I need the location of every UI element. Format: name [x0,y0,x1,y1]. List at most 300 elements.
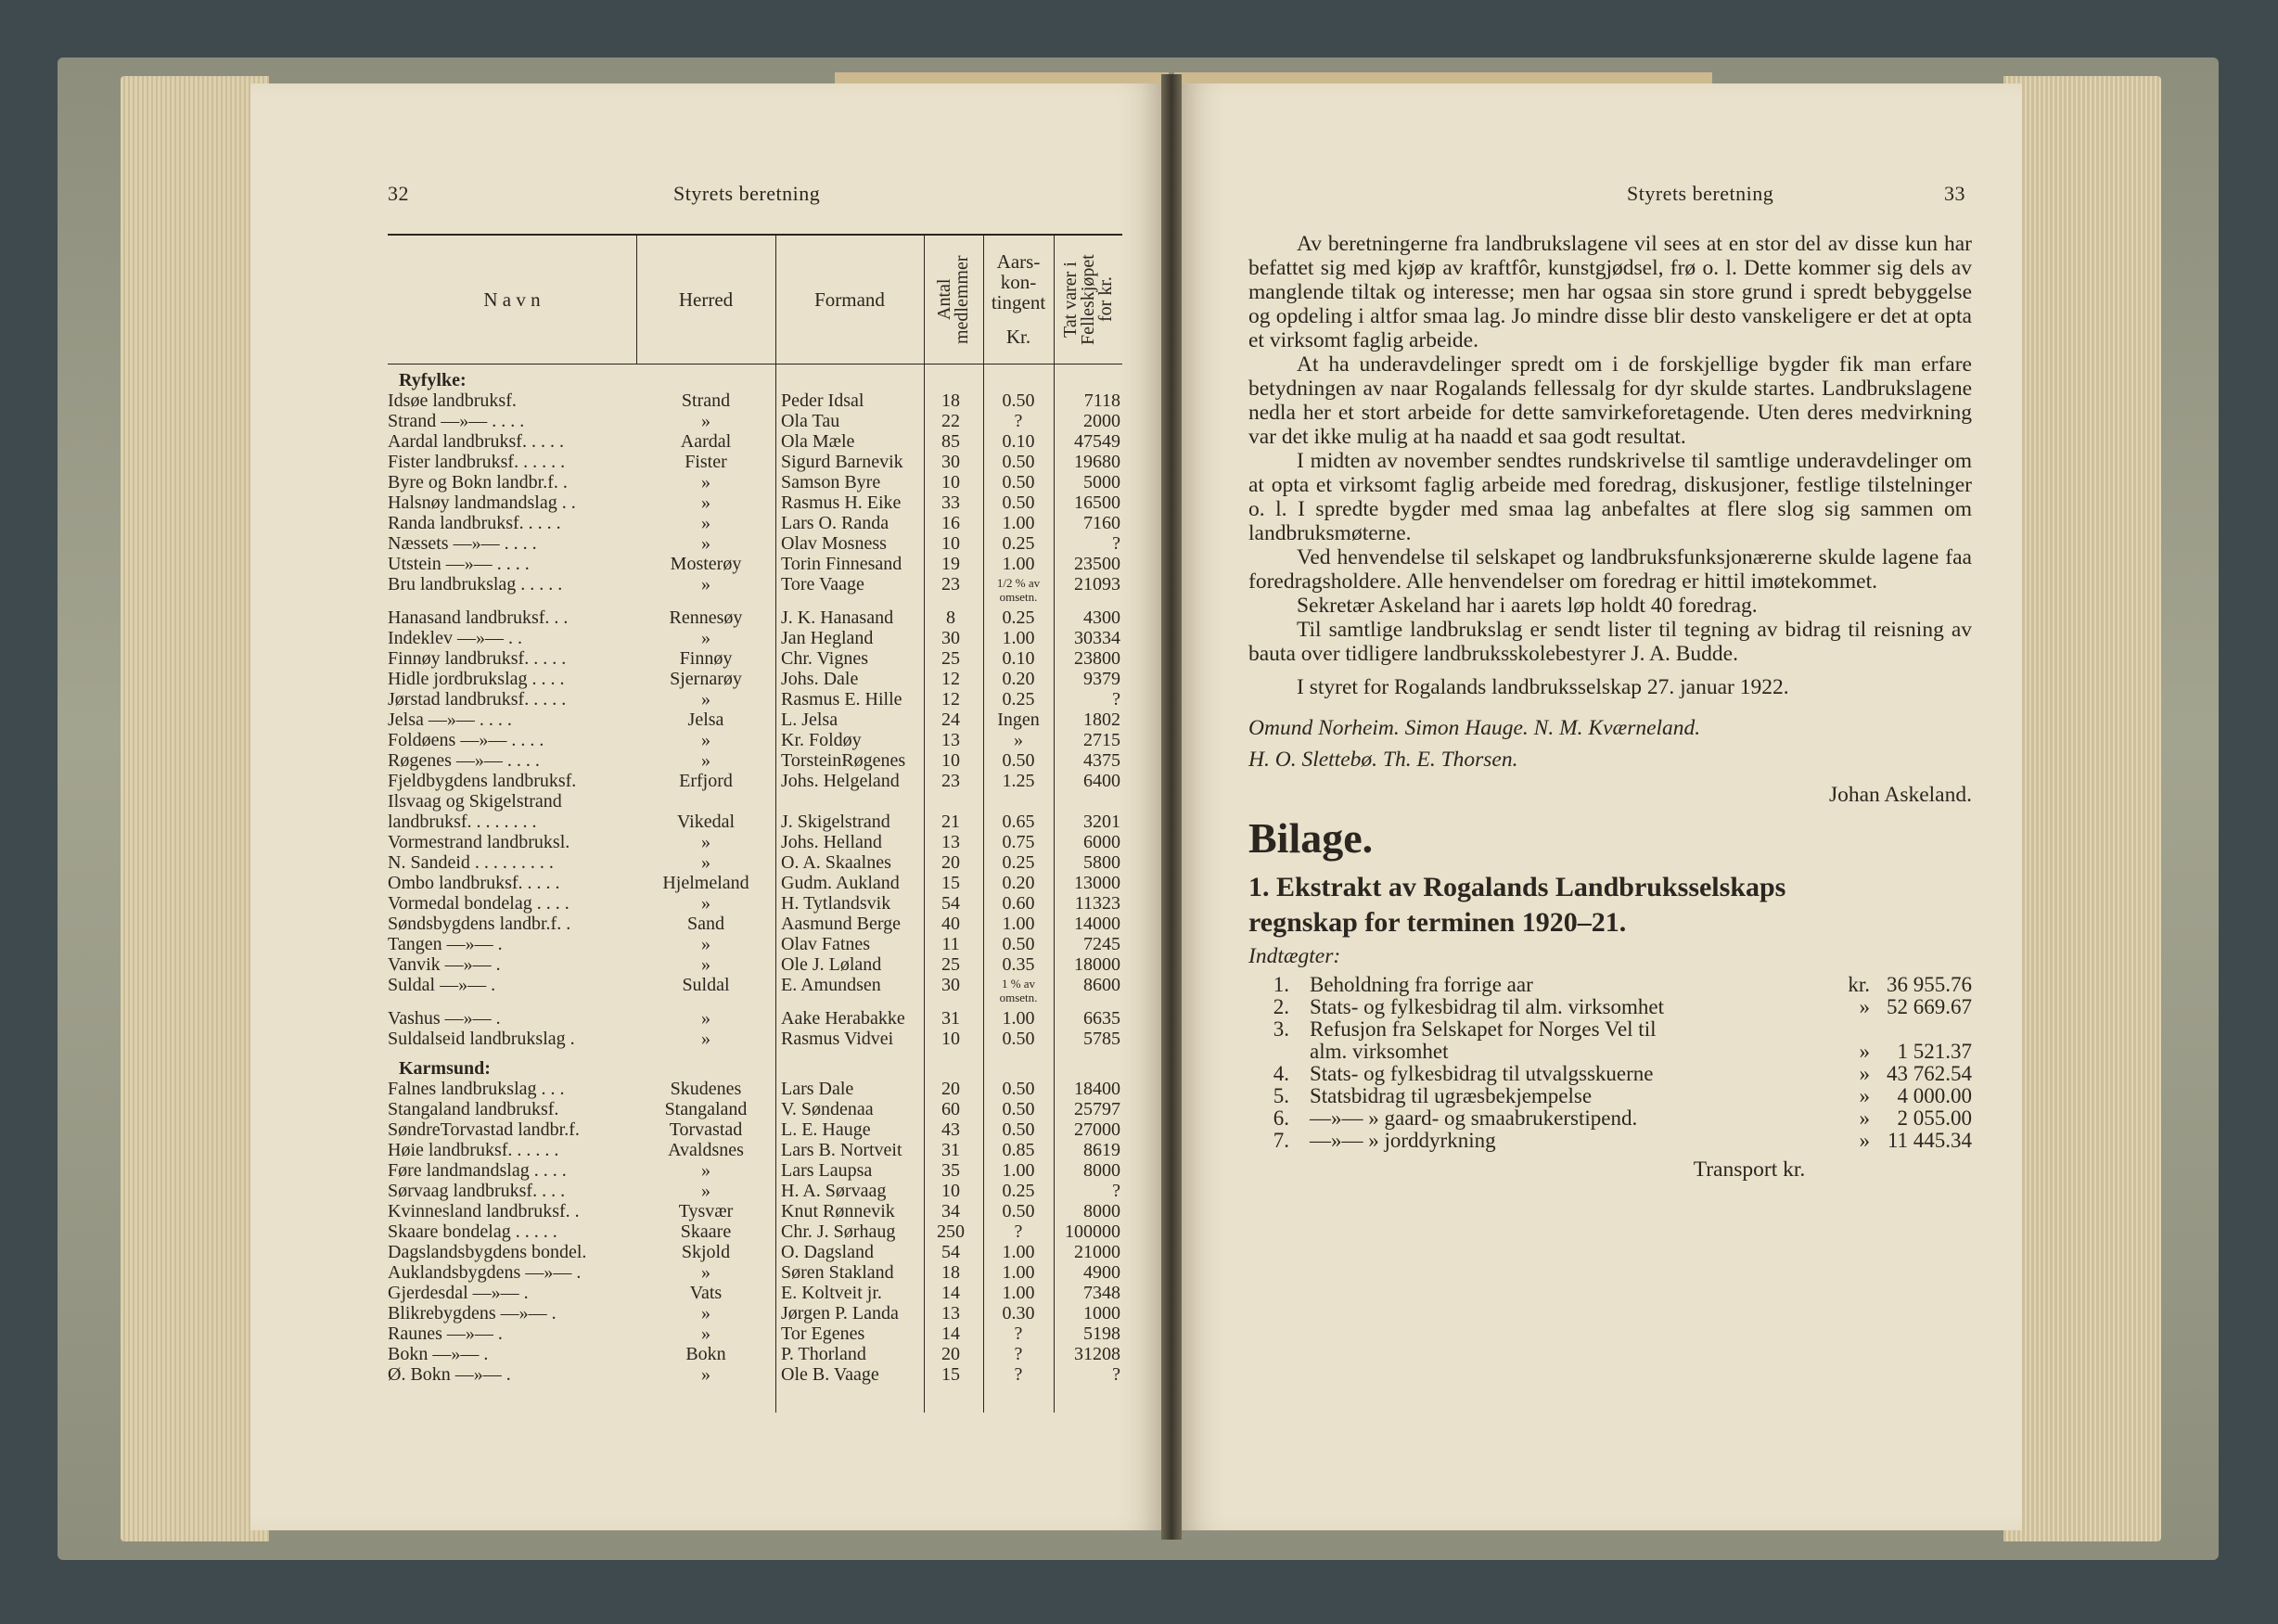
cell-herred: Aardal [680,431,732,452]
cell-tat: 5000 [1083,472,1120,492]
cell-herred: » [701,832,710,852]
cell-navn: Hidle jordbrukslag . . . . [388,669,565,689]
cell-navn: Tangen —»— . [388,934,503,954]
cell-tat: ? [1112,1181,1120,1201]
cell-navn: Søndsbygdens landbr.f. . [388,914,571,934]
table-row [388,689,1122,710]
cell-tat: 11323 [1074,893,1120,914]
table-row [388,452,1122,472]
cell-herred: » [701,628,710,648]
cell-herred: » [701,1008,710,1029]
cell-herred: Suldal [682,975,730,995]
cell-tat: 18400 [1074,1079,1120,1099]
cell-formand: Rasmus Vidvei [781,1029,894,1049]
table-row [388,873,1122,893]
paragraph: Sekretær Askeland har i aarets løp holdt 40 foredrag. [1297,594,1758,618]
cell-formand: Ola Tau [781,411,840,431]
cell-formand: E. Koltveit jr. [781,1283,882,1303]
cell-antal: 14 [941,1323,960,1344]
cell-herred: » [701,934,710,954]
cell-formand: H. Tytlandsvik [781,893,891,914]
account-unit: kr. [1848,973,1870,996]
cell-antal: 10 [941,1181,960,1201]
cell-formand: Johs. Dale [781,669,859,689]
cell-aars: 0.25 [1002,689,1035,710]
cell-navn: SøndreTorvastad landbr.f. [388,1119,580,1140]
cell-formand: Chr. Vignes [781,648,868,669]
cell-tat: 4375 [1083,750,1120,771]
cell-antal: 31 [941,1140,960,1160]
table-row [388,893,1122,914]
cell-formand: L. Jelsa [781,710,838,730]
table-row [388,1242,1122,1262]
members-table [388,234,1122,1533]
cell-antal: 25 [941,648,960,669]
table-row [388,1160,1122,1181]
cell-navn: Indeklev —»— . . [388,628,522,648]
cell-tat: 13000 [1074,873,1120,893]
table-row [388,431,1122,452]
cell-formand: Lars O. Randa [781,513,889,533]
cell-formand: Ole B. Vaage [781,1364,879,1385]
table-row [388,1201,1122,1221]
cell-antal: 25 [941,954,960,975]
cell-herred: Avaldsnes [668,1140,744,1160]
cell-herred: Vats [689,1283,723,1303]
table-row [388,390,1122,411]
cell-aars: 0.25 [1002,1181,1035,1201]
table-row [388,492,1122,513]
page-edges-left [121,76,269,1541]
cell-tat: 7118 [1083,390,1120,411]
cell-antal: 12 [941,669,960,689]
account-number: 4. [1273,1062,1289,1085]
table-row [388,1303,1122,1323]
cell-herred: Vikedal [676,812,736,832]
account-unit: » [1859,1084,1870,1107]
cell-tat: 18000 [1074,954,1120,975]
left-page-number: 32 [388,182,409,205]
cell-herred: » [701,411,710,431]
cell-tat: 5800 [1083,852,1120,873]
cell-navn: Høie landbruksf. . . . . . [388,1140,559,1160]
cell-antal: 24 [941,710,960,730]
cell-navn: Halsnøy landmandslag . . [388,492,576,513]
cell-herred: » [701,1364,710,1385]
cell-aars: 0.25 [1002,607,1035,628]
cell-aars: 0.50 [1002,452,1035,472]
cell-aars: 0.35 [1002,954,1035,975]
cell-aars: 0.50 [1002,472,1035,492]
cell-aars: 1.00 [1002,1160,1035,1181]
cell-aars: 1.00 [1002,914,1035,934]
table-row [388,533,1122,554]
cell-formand: Gudm. Aukland [781,873,900,893]
account-row [1248,1130,1972,1152]
cell-tat: 4300 [1083,607,1120,628]
cell-formand: Tor Egenes [781,1323,865,1344]
cell-herred: » [701,533,710,554]
signatures: H. O. Slettebø. Th. E. Thorsen. [1248,748,1518,772]
cell-herred: » [701,750,710,771]
cell-herred: Mosterøy [670,554,742,574]
cell-navn: Sørvaag landbruksf. . . . [388,1181,566,1201]
cell-tat: 25797 [1074,1099,1120,1119]
cell-navn: Næssets —»— . . . . [388,533,537,554]
cell-aars: ? [1014,1323,1023,1344]
section-heading: Karmsund: [399,1058,491,1079]
table-row [388,934,1122,954]
cell-aars: 0.85 [1002,1140,1035,1160]
cell-aars: 1.00 [1002,554,1035,574]
cell-navn: Fjeldbygdens landbruksf. [388,771,577,791]
account-amount: 1 521.37 [1897,1040,1972,1063]
cell-navn: Bokn —»— . [388,1344,489,1364]
cell-herred: Strand [681,390,731,411]
cell-tat: ? [1112,689,1120,710]
cell-herred: » [701,513,710,533]
table-row [388,1008,1122,1029]
cell-tat: 6400 [1083,771,1120,791]
header-tat: Tat varer i Felleskjøpet for kr. [1059,254,1116,345]
account-amount: 36 955.76 [1887,973,1972,996]
cell-antal: 40 [941,914,960,934]
paragraph: I midten av november sendtes rundskrivelse til samtlige underavdelinger om at opta et virksomt faglig arbeide med foredrag, diskusjoner, festlige tilstelninger o. l. I spredte bygder med smaa lag anbefaltes at flere slog sig sammen om landbruksmøterne. [1248,449,1972,545]
table-row [388,1323,1122,1344]
paragraph: At ha underavdelinger spredt om i de forskjellige bygder fik man erfare betydningen av naar Rogalands fellessalg for dyr skulde startes. Landbrukslagene nedla her et stort arbeide for dette samvirkeforetagende. Uten deres medvirkning var det ikke mulig at ha naadd et saa godt resultat. [1248,352,1972,449]
cell-navn: Ombo landbruksf. . . . . [388,873,560,893]
cell-aars: ? [1014,1221,1023,1242]
paragraph: Av beretningerne fra landbrukslagene vil sees at en stor del av disse kun har befattet sig med kjøp av kraftfôr, kunstgjødsel, frø o. l. Dette kommer sig dels av manglende tiltak og interesse; men har ogsaa sin store grund i spredt bebyggelse og opdeling i altfor smaa lag. Jo mindre disse blir desto vanskeligere er det at opta et virksomt faglig arbeide. [1248,232,1972,352]
extract-title: 1. Ekstrakt av Rogalands Landbruksselskaps [1248,872,1786,902]
cell-tat: 6000 [1083,832,1120,852]
cell-antal: 13 [941,1303,960,1323]
cell-herred: Skudenes [670,1079,742,1099]
account-unit: » [1859,1062,1870,1085]
table-row [388,472,1122,492]
cell-aars: » [1014,730,1023,750]
cell-aars: 0.20 [1002,873,1035,893]
cell-antal: 54 [941,1242,960,1262]
table-body [388,364,1122,1533]
cell-herred: Sjernarøy [670,669,742,689]
cell-aars: ? [1014,411,1023,431]
cell-aars: 0.50 [1002,750,1035,771]
cell-navn: Blikrebygdens —»— . [388,1303,557,1323]
cell-antal: 30 [941,975,960,995]
cell-herred: » [701,1303,710,1323]
cell-formand: Peder Idsal [781,390,864,411]
cell-navn: Aardal landbruksf. . . . . [388,431,564,452]
cell-antal: 35 [941,1160,960,1181]
account-amount: 4 000.00 [1897,1084,1972,1107]
cell-formand: E. Amundsen [781,975,881,995]
cell-antal: 30 [941,452,960,472]
table-row [388,954,1122,975]
account-number: 6. [1273,1106,1289,1130]
cell-herred: Sand [687,914,724,934]
cell-tat: 3201 [1083,812,1120,832]
secretary-signature: Johan Askeland. [1828,783,1972,807]
header-antal: Antal medlemmer [934,255,972,344]
cell-herred: » [701,1181,710,1201]
cell-antal: 22 [941,411,960,431]
account-text: —»— » gaard- og smaabrukerstipend. [1310,1106,1638,1130]
cell-antal: 23 [941,574,960,595]
cell-aars: ? [1014,1364,1023,1385]
cell-herred: Jelsa [687,710,724,730]
cell-aars: 0.60 [1002,893,1035,914]
report-text [1248,232,1972,1182]
cell-antal: 250 [937,1221,965,1242]
cell-formand: Chr. J. Sørhaug [781,1221,896,1242]
account-text: Stats- og fylkesbidrag til alm. virksomhet [1310,995,1665,1018]
signatures: Omund Norheim. Simon Hauge. N. M. Kværneland. [1248,716,1701,740]
cell-herred: » [701,689,710,710]
cell-navn: Randa landbruksf. . . . . [388,513,561,533]
cell-navn: Gjerdesdal —»— . [388,1283,529,1303]
cell-navn: Finnøy landbruksf. . . . . [388,648,567,669]
table-row [388,710,1122,730]
cell-tat: 2000 [1083,411,1120,431]
cell-formand: Jan Hegland [781,628,874,648]
account-row [1248,996,1972,1018]
cell-navn: Røgenes —»— . . . . [388,750,540,771]
table-row [388,1221,1122,1242]
account-row [1248,1041,1972,1063]
table-row [388,574,1122,607]
cell-formand: H. A. Sørvaag [781,1181,887,1201]
cell-tat: 8600 [1083,975,1120,995]
table-row [388,852,1122,873]
cell-formand: V. Søndenaa [781,1099,874,1119]
cell-aars: 0.10 [1002,648,1035,669]
cell-antal: 30 [941,628,960,648]
cell-aars: 0.25 [1002,533,1035,554]
cell-antal: 11 [941,934,960,954]
table-row [388,812,1122,832]
table-row [388,554,1122,574]
cell-formand: Ole J. Løland [781,954,882,975]
paragraph: I styret for Rogalands landbruksselskap 27. januar 1922. [1297,675,1789,699]
cell-aars: 0.50 [1002,492,1035,513]
account-number: 7. [1273,1129,1289,1152]
cell-formand: Johs. Helland [781,832,882,852]
cell-navn: Idsøe landbruksf. [388,390,517,411]
income-heading: Indtægter: [1248,944,1341,968]
cell-tat: 5198 [1083,1323,1120,1344]
cell-navn: Dagslandsbygdens bondel. [388,1242,587,1262]
paragraph: Til samtlige landbrukslag er sendt lister til tegning av bidrag til reisning av bauta over tidligere landbruksskolebestyrer J. A. Budde. [1248,618,1972,666]
cell-tat: ? [1112,533,1120,554]
cell-navn: Raunes —»— . [388,1323,503,1344]
cell-formand: Tore Vaage [781,574,864,595]
account-number: 1. [1273,973,1289,996]
cell-navn: Vormedal bondelag . . . . [388,893,570,914]
table-row [388,1119,1122,1140]
cell-navn: Vanvik —»— . [388,954,501,975]
table-row [388,1079,1122,1099]
cell-aars: 1.25 [1002,771,1035,791]
cell-antal: 13 [941,832,960,852]
cell-formand: L. E. Hauge [781,1119,871,1140]
cell-aars: 1.00 [1002,628,1035,648]
right-page-number: 33 [1944,182,1965,205]
account-unit: » [1859,1040,1870,1063]
table-row [388,648,1122,669]
header-aars: Aars- kon- tingent Kr. [991,249,1046,348]
table-row [388,1364,1122,1385]
cell-navn: Strand —»— . . . . [388,411,525,431]
cell-tat: 23500 [1074,554,1120,574]
cell-tat: 21093 [1074,574,1120,595]
cell-navn: Suldalseid landbrukslag . [388,1029,575,1049]
cell-aars: 0.50 [1002,1029,1035,1049]
cell-antal: 54 [941,893,960,914]
cell-antal: 15 [941,873,960,893]
cell-aars: 1.00 [1002,1283,1035,1303]
cell-navn: Auklandsbygdens —»— . [388,1262,582,1283]
account-amount: 43 762.54 [1887,1062,1972,1085]
cell-navn: Føre landmandslag . . . . [388,1160,567,1181]
header-herred: Herred [678,288,734,311]
cell-tat: 19680 [1074,452,1120,472]
cell-antal: 20 [941,852,960,873]
cell-antal: 85 [941,431,960,452]
cell-tat: 21000 [1074,1242,1120,1262]
cell-aars: Ingen [997,710,1040,730]
cell-navn: Jelsa —»— . . . . [388,710,512,730]
cell-aars: 0.30 [1002,1303,1035,1323]
cell-herred: Torvastad [669,1119,743,1140]
cell-herred: Skjold [681,1242,731,1262]
cell-formand: Rasmus E. Hille [781,689,902,710]
account-text: —»— » jorddyrkning [1310,1129,1496,1152]
cell-herred: » [701,1323,710,1344]
cell-tat: 2715 [1083,730,1120,750]
table-row [388,1099,1122,1119]
cell-herred: » [701,954,710,975]
table-row [388,1029,1122,1049]
cell-herred: » [701,574,710,595]
cell-formand: P. Thorland [781,1344,866,1364]
cell-tat: 8000 [1083,1201,1120,1221]
cell-antal: 16 [941,513,960,533]
cell-antal: 20 [941,1079,960,1099]
cell-herred: Tysvær [678,1201,734,1221]
cell-formand: Lars Laupsa [781,1160,873,1181]
cell-herred: Finnøy [679,648,733,669]
cell-aars: 0.20 [1002,669,1035,689]
table-row [388,791,1122,812]
account-row [1248,1085,1972,1107]
cell-herred: Erfjord [679,771,733,791]
cell-herred: Fister [685,452,727,472]
cell-herred: » [701,1262,710,1283]
cell-antal: 8 [946,607,955,628]
cell-formand: Sigurd Barnevik [781,452,903,472]
cell-tat: 9379 [1083,669,1120,689]
cell-herred: Hjelmeland [662,873,749,893]
cell-formand: Torin Finnesand [781,554,902,574]
cell-navn: Stangaland landbruksf. [388,1099,559,1119]
table-row [388,914,1122,934]
cell-antal: 20 [941,1344,960,1364]
account-row [1248,1063,1972,1085]
cell-tat: 5785 [1083,1029,1120,1049]
table-header [388,236,1122,364]
cell-navn: Skaare bondelag . . . . . [388,1221,557,1242]
table-row [388,832,1122,852]
cell-aars: 1/2 % av omsetn. [996,576,1041,604]
cell-tat: 1802 [1083,710,1120,730]
cell-formand: Samson Byre [781,472,881,492]
table-row [388,1140,1122,1160]
cell-tat: 14000 [1074,914,1120,934]
cell-tat: 4900 [1083,1262,1120,1283]
account-text: alm. virksomhet [1310,1040,1449,1063]
cell-antal: 10 [941,1029,960,1049]
cell-formand: TorsteinRøgenes [781,750,906,771]
cell-antal: 18 [941,1262,960,1283]
bilage-heading: Bilage. [1248,814,1374,862]
account-amount: 2 055.00 [1897,1106,1972,1130]
cell-herred: » [701,1160,710,1181]
cell-formand: Knut Rønnevik [781,1201,895,1221]
cell-formand: O. Dagsland [781,1242,874,1262]
cell-antal: 19 [941,554,960,574]
cell-antal: 18 [941,390,960,411]
cell-navn: Jørstad landbruksf. . . . . [388,689,567,710]
cell-herred: » [701,1029,710,1049]
table-row [388,607,1122,628]
cell-navn: Kvinnesland landbruksf. . [388,1201,580,1221]
cell-navn: Foldøens —»— . . . . [388,730,544,750]
cell-formand: Aasmund Berge [781,914,902,934]
cell-antal: 34 [941,1201,960,1221]
left-running-head: Styrets beretning [673,182,821,205]
extract-title: regnskap for terminen 1920–21. [1248,907,1627,938]
cell-antal: 21 [941,812,960,832]
cell-herred: Skaare [680,1221,732,1242]
paragraph: Ved henvendelse til selskapet og landbruksfunksjonærerne skulde lagene faa foredragsholdere. Alle henvendelser om foredrag er hittil imøtekommet. [1248,545,1972,594]
cell-antal: 13 [941,730,960,750]
header-formand: Formand [814,288,885,311]
table-row [388,975,1122,1008]
book-gutter [1161,74,1182,1540]
cell-tat: 47549 [1074,431,1120,452]
cell-tat: 30334 [1074,628,1120,648]
cell-navn: Hanasand landbruksf. . . [388,607,569,628]
cell-navn: landbruksf. . . . . . . . [388,812,537,832]
cell-tat: 7348 [1083,1283,1120,1303]
cell-antal: 23 [941,771,960,791]
cell-tat: 23800 [1074,648,1120,669]
table-row [388,771,1122,791]
account-text: Stats- og fylkesbidrag til utvalgsskuerne [1310,1062,1654,1085]
cell-herred: » [701,730,710,750]
cell-navn: Ø. Bokn —»— . [388,1364,511,1385]
account-unit: » [1859,1129,1870,1152]
cell-formand: Johs. Helgeland [781,771,900,791]
cell-herred: » [701,893,710,914]
cell-antal: 12 [941,689,960,710]
table-row [388,730,1122,750]
cell-aars: 1.00 [1002,1008,1035,1029]
cell-navn: Fister landbruksf. . . . . . [388,452,566,472]
cell-navn: Bru landbrukslag . . . . . [388,574,563,595]
cell-antal: 10 [941,533,960,554]
